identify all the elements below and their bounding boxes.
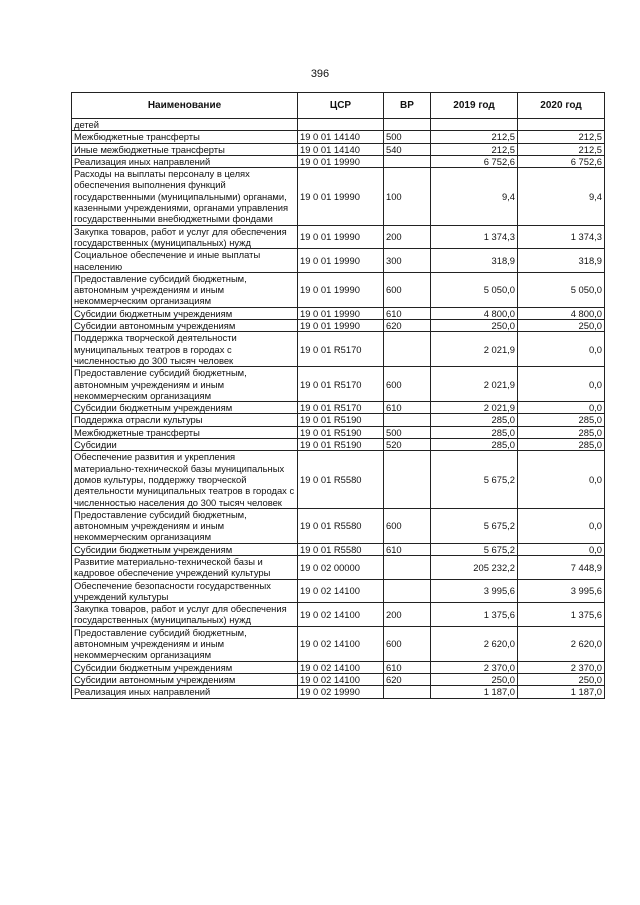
- table-row: [72, 332, 605, 367]
- row-vr: 500: [384, 426, 431, 438]
- row-2019: 1 374,3: [431, 225, 518, 249]
- row-vr: [384, 414, 431, 426]
- table-row: [72, 673, 605, 685]
- row-2020: 4 800,0: [518, 307, 605, 319]
- table-row: [72, 686, 605, 698]
- table-row: [72, 626, 605, 661]
- row-name: Реализация иных направлений: [72, 155, 298, 167]
- row-csr: 19 0 01 14140: [298, 143, 384, 155]
- row-name: Субсидии: [72, 439, 298, 451]
- row-2020: 0,0: [518, 508, 605, 543]
- row-2020: 3 995,6: [518, 579, 605, 603]
- row-2020: 285,0: [518, 426, 605, 438]
- row-2019: 205 232,2: [431, 555, 518, 579]
- row-2020: 285,0: [518, 414, 605, 426]
- row-csr: 19 0 02 14100: [298, 661, 384, 673]
- row-name: Межбюджетные трансферты: [72, 426, 298, 438]
- table-row: [72, 402, 605, 414]
- row-name: Обеспечение безопасности государственных учреждений культуры: [72, 579, 298, 603]
- row-2020: 250,0: [518, 673, 605, 685]
- row-name: Расходы на выплаты персоналу в целях обеспечения выполнения функций государственными (муниципальными) органами, казенными учреждениями, органами управления государственными внебюджетными фондами: [72, 168, 298, 225]
- row-vr: [384, 155, 431, 167]
- header-2020: 2020 год: [518, 93, 605, 119]
- row-name: Социальное обеспечение и иные выплаты населению: [72, 249, 298, 273]
- row-2020: 0,0: [518, 367, 605, 402]
- row-csr: 19 0 02 14100: [298, 579, 384, 603]
- row-name: Предоставление субсидий бюджетным, автономным учреждениям и иным некоммерческим организациям: [72, 367, 298, 402]
- row-2019: 2 620,0: [431, 626, 518, 661]
- row-csr: 19 0 01 19990: [298, 168, 384, 225]
- row-vr: 610: [384, 661, 431, 673]
- row-vr: [384, 332, 431, 367]
- row-2020: 7 448,9: [518, 555, 605, 579]
- row-vr: 300: [384, 249, 431, 273]
- row-2020: 2 370,0: [518, 661, 605, 673]
- table-row: [72, 307, 605, 319]
- row-csr: 19 0 01 R5190: [298, 426, 384, 438]
- row-vr: 610: [384, 402, 431, 414]
- row-2020: 0,0: [518, 332, 605, 367]
- row-2019: 6 752,6: [431, 155, 518, 167]
- row-name: Субсидии бюджетным учреждениям: [72, 543, 298, 555]
- row-2020: 0,0: [518, 451, 605, 508]
- table-row: [72, 367, 605, 402]
- row-name: Поддержка творческой деятельности муниципальных театров в городах с численностью до 300 тысяч человек: [72, 332, 298, 367]
- row-2019: 4 800,0: [431, 307, 518, 319]
- row-csr: 19 0 01 R5170: [298, 332, 384, 367]
- row-name: Предоставление субсидий бюджетным, автономным учреждениям и иным некоммерческим организациям: [72, 272, 298, 307]
- row-name: Субсидии бюджетным учреждениям: [72, 661, 298, 673]
- row-csr: 19 0 02 00000: [298, 555, 384, 579]
- row-name: Межбюджетные трансферты: [72, 131, 298, 143]
- table-row: [72, 320, 605, 332]
- table-row: [72, 555, 605, 579]
- table-row: [72, 119, 605, 131]
- row-2020: 0,0: [518, 543, 605, 555]
- row-csr: 19 0 01 R5580: [298, 543, 384, 555]
- row-vr: 610: [384, 543, 431, 555]
- row-name: Обеспечение развития и укрепления материально-технической базы муниципальных домов культуры, поддержку творческой деятельности муниципальных театров в городах с численностью населения до 300 тысяч человек: [72, 451, 298, 508]
- table-row: [72, 414, 605, 426]
- row-vr: 200: [384, 225, 431, 249]
- row-2020: 2 620,0: [518, 626, 605, 661]
- table-row: [72, 508, 605, 543]
- table-row: [72, 603, 605, 627]
- row-2019: 5 675,2: [431, 508, 518, 543]
- row-name: Субсидии бюджетным учреждениям: [72, 307, 298, 319]
- row-2020: 285,0: [518, 439, 605, 451]
- row-csr: 19 0 01 R5190: [298, 439, 384, 451]
- row-csr: 19 0 01 14140: [298, 131, 384, 143]
- row-csr: 19 0 01 19990: [298, 155, 384, 167]
- row-vr: 100: [384, 168, 431, 225]
- row-name: Закупка товаров, работ и услуг для обеспечения государственных (муниципальных) нужд: [72, 603, 298, 627]
- row-vr: 500: [384, 131, 431, 143]
- row-2019: 212,5: [431, 143, 518, 155]
- page-number: 396: [310, 68, 330, 80]
- header-2019: 2019 год: [431, 93, 518, 119]
- table-row: [72, 225, 605, 249]
- row-name: Поддержка отрасли культуры: [72, 414, 298, 426]
- row-name: Закупка товаров, работ и услуг для обеспечения государственных (муниципальных) нужд: [72, 225, 298, 249]
- row-vr: 620: [384, 673, 431, 685]
- row-2019: 285,0: [431, 426, 518, 438]
- row-vr: 540: [384, 143, 431, 155]
- table-row: [72, 249, 605, 273]
- row-vr: 200: [384, 603, 431, 627]
- row-2019: 250,0: [431, 320, 518, 332]
- row-2020: 212,5: [518, 143, 605, 155]
- row-2019: 1 375,6: [431, 603, 518, 627]
- row-csr: 19 0 01 19990: [298, 320, 384, 332]
- row-vr: [384, 119, 431, 131]
- row-name: Субсидии автономным учреждениям: [72, 320, 298, 332]
- row-csr: 19 0 02 19990: [298, 686, 384, 698]
- row-csr: 19 0 01 R5580: [298, 508, 384, 543]
- row-2019: 285,0: [431, 439, 518, 451]
- row-2020: 6 752,6: [518, 155, 605, 167]
- row-2019: 250,0: [431, 673, 518, 685]
- row-csr: 19 0 01 R5170: [298, 367, 384, 402]
- row-2020: 0,0: [518, 402, 605, 414]
- table-row: [72, 543, 605, 555]
- row-vr: [384, 451, 431, 508]
- table-row: [72, 426, 605, 438]
- row-name: детей: [72, 119, 298, 131]
- table-row: [72, 168, 605, 225]
- row-2020: 1 374,3: [518, 225, 605, 249]
- table-row: [72, 143, 605, 155]
- row-2019: 2 021,9: [431, 332, 518, 367]
- row-vr: [384, 555, 431, 579]
- budget-table: [71, 92, 605, 699]
- row-2020: 5 050,0: [518, 272, 605, 307]
- row-name: Реализация иных направлений: [72, 686, 298, 698]
- table-row: [72, 661, 605, 673]
- row-2019: 318,9: [431, 249, 518, 273]
- row-csr: 19 0 01 19990: [298, 249, 384, 273]
- row-2019: 1 187,0: [431, 686, 518, 698]
- row-csr: 19 0 02 14100: [298, 673, 384, 685]
- row-csr: 19 0 01 19990: [298, 307, 384, 319]
- header-csr: ЦСР: [298, 93, 384, 119]
- row-vr: 520: [384, 439, 431, 451]
- row-csr: 19 0 01 19990: [298, 225, 384, 249]
- table-row: [72, 451, 605, 508]
- row-2019: 5 675,2: [431, 543, 518, 555]
- row-name: Субсидии автономным учреждениям: [72, 673, 298, 685]
- table-row: [72, 439, 605, 451]
- row-csr: 19 0 01 R5580: [298, 451, 384, 508]
- row-2019: 2 021,9: [431, 402, 518, 414]
- header-name: Наименование: [72, 93, 298, 119]
- row-vr: 600: [384, 626, 431, 661]
- row-2019: 212,5: [431, 131, 518, 143]
- row-2020: 1 187,0: [518, 686, 605, 698]
- row-csr: 19 0 01 19990: [298, 272, 384, 307]
- row-2019: 3 995,6: [431, 579, 518, 603]
- row-name: Предоставление субсидий бюджетным, автономным учреждениям и иным некоммерческим организациям: [72, 626, 298, 661]
- row-csr: 19 0 02 14100: [298, 626, 384, 661]
- row-vr: [384, 579, 431, 603]
- row-csr: 19 0 01 R5170: [298, 402, 384, 414]
- row-vr: 600: [384, 272, 431, 307]
- header-vr: ВР: [384, 93, 431, 119]
- row-name: Субсидии бюджетным учреждениям: [72, 402, 298, 414]
- row-2019: 2 370,0: [431, 661, 518, 673]
- row-2019: 285,0: [431, 414, 518, 426]
- row-csr: [298, 119, 384, 131]
- row-2020: 212,5: [518, 131, 605, 143]
- row-2020: 250,0: [518, 320, 605, 332]
- row-vr: 610: [384, 307, 431, 319]
- row-vr: [384, 686, 431, 698]
- table-row: [72, 131, 605, 143]
- row-2020: 318,9: [518, 249, 605, 273]
- row-vr: 620: [384, 320, 431, 332]
- table-row: [72, 272, 605, 307]
- row-2020: 9,4: [518, 168, 605, 225]
- row-name: Предоставление субсидий бюджетным, автономным учреждениям и иным некоммерческим организациям: [72, 508, 298, 543]
- row-2019: 5 050,0: [431, 272, 518, 307]
- row-csr: 19 0 01 R5190: [298, 414, 384, 426]
- row-csr: 19 0 02 14100: [298, 603, 384, 627]
- row-2019: 2 021,9: [431, 367, 518, 402]
- row-vr: 600: [384, 367, 431, 402]
- row-name: Иные межбюджетные трансферты: [72, 143, 298, 155]
- row-2019: [431, 119, 518, 131]
- row-name: Развитие материально-технической базы и кадровое обеспечение учреждений культуры: [72, 555, 298, 579]
- row-2019: 5 675,2: [431, 451, 518, 508]
- row-2020: 1 375,6: [518, 603, 605, 627]
- table-row: [72, 155, 605, 167]
- table-body: [72, 119, 605, 699]
- row-2019: 9,4: [431, 168, 518, 225]
- table-header-row: [72, 93, 605, 119]
- row-vr: 600: [384, 508, 431, 543]
- row-2020: [518, 119, 605, 131]
- table-row: [72, 579, 605, 603]
